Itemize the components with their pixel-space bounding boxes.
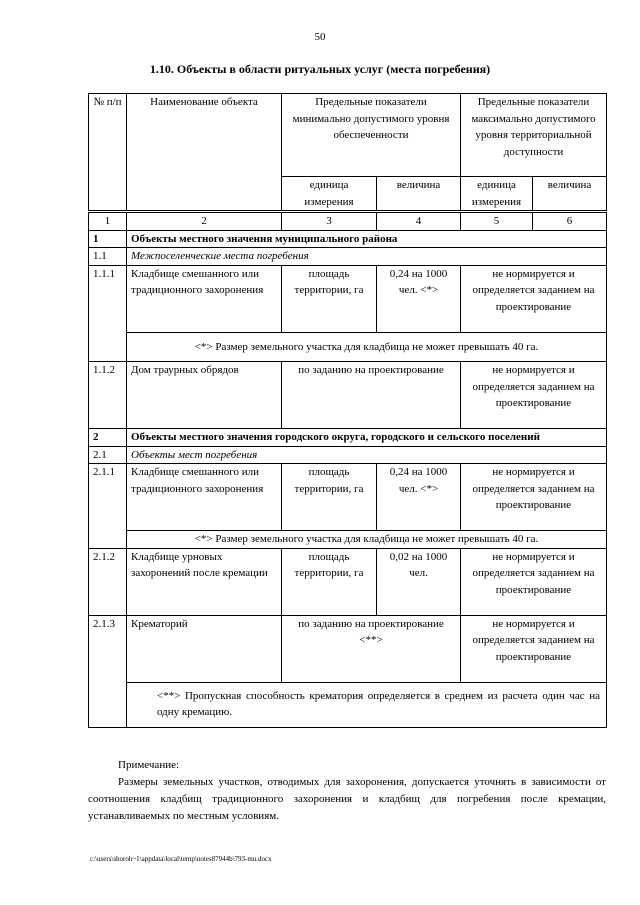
row-value: 0,24 на 1000 чел. <*> xyxy=(377,265,461,332)
row-unit: площадь территории, га xyxy=(282,464,377,531)
subsection-num: 2.1 xyxy=(89,446,127,464)
row-merged: по заданию на проектирование <**> xyxy=(282,615,461,682)
col-num-5: 5 xyxy=(461,212,533,231)
subsection-text: Межпоселенческие места погребения xyxy=(127,248,607,266)
note-heading: Примечание: xyxy=(118,759,180,771)
table-row xyxy=(89,548,607,615)
col-num-1: 1 xyxy=(89,212,127,231)
row-max: не нормируется и определяется заданием на проектирование xyxy=(461,362,607,429)
col-num-4: 4 xyxy=(377,212,461,231)
row-num: 1.1.2 xyxy=(89,362,127,429)
row-num: 2.1.1 xyxy=(89,464,127,549)
row-max: не нормируется и определяется заданием на проектирование xyxy=(461,548,607,615)
row-name: Крематорий xyxy=(127,615,282,682)
row-max: не нормируется и определяется заданием на проектирование xyxy=(461,464,607,531)
row-unit: площадь территории, га xyxy=(282,265,377,332)
table-row xyxy=(89,362,607,429)
row-merged: по заданию на проектирование xyxy=(282,362,461,429)
header-value-min: величина xyxy=(377,177,461,212)
page-number: 50 xyxy=(314,31,326,43)
col-num-2: 2 xyxy=(127,212,282,231)
section-row xyxy=(89,230,607,248)
footnote-row xyxy=(89,531,607,549)
header-max: Предельные показатели максимально допустимого уровня территориальной доступности xyxy=(461,94,607,177)
header-min: Предельные показатели минимально допустимого уровня обеспеченности xyxy=(282,94,461,177)
section-num: 2 xyxy=(89,429,127,447)
section-text: Объекты местного значения городского округа, городского и сельского поселений xyxy=(127,429,607,447)
standards-table xyxy=(88,93,607,728)
subsection-num: 1.1 xyxy=(89,248,127,266)
row-name: Кладбище смешанного или традиционного захоронения xyxy=(127,464,282,531)
footnote: <*> Размер земельного участка для кладбища не может превышать 40 га. xyxy=(127,332,607,362)
table-row xyxy=(89,265,607,332)
row-unit: площадь территории, га xyxy=(282,548,377,615)
col-num-6: 6 xyxy=(533,212,607,231)
header-num: № п/п xyxy=(89,94,127,212)
header-name: Наименование объекта xyxy=(127,94,282,212)
table-row xyxy=(89,615,607,682)
row-value: 0,24 на 1000 чел. <*> xyxy=(377,464,461,531)
subsection-text: Объекты мест погребения xyxy=(127,446,607,464)
footnote-row xyxy=(89,332,607,362)
section-row xyxy=(89,429,607,447)
row-max: не нормируется и определяется заданием на проектирование xyxy=(461,265,607,332)
footnote: <*> Размер земельного участка для кладбища не может превышать 40 га. xyxy=(127,531,607,549)
row-num: 2.1.3 xyxy=(89,615,127,727)
footnote-row xyxy=(89,682,607,727)
subsection-row xyxy=(89,446,607,464)
section-text: Объекты местного значения муниципального района xyxy=(127,230,607,248)
footnote: <**> Пропускная способность крематория определяется в среднем из расчета один час на одну кремацию. xyxy=(127,682,607,727)
row-num: 1.1.1 xyxy=(89,265,127,362)
row-max: не нормируется и определяется заданием на проектирование xyxy=(461,615,607,682)
column-number-row xyxy=(89,212,607,231)
header-value-max: величина xyxy=(533,177,607,212)
note-text: Размеры земельных участков, отводимых для захоронения, допускается уточнять в зависимости от соотношения кладбищ традиционного захоронения и кладбищ для погребения после кремации, устанавливаемых по местным условиям. xyxy=(88,776,606,822)
section-num: 1 xyxy=(89,230,127,248)
row-name: Кладбище смешанного или традиционного захоронения xyxy=(127,265,282,332)
header-unit-min: единица измерения xyxy=(282,177,377,212)
col-num-3: 3 xyxy=(282,212,377,231)
header-row xyxy=(89,94,607,177)
row-name: Дом траурных обрядов xyxy=(127,362,282,429)
header-unit-max: единица измерения xyxy=(461,177,533,212)
file-path-footer: c:\users\shoroh~1\appdata\local\temp\notes87944b\793-mu.docx xyxy=(90,855,272,863)
note-block xyxy=(88,757,606,825)
row-num: 2.1.2 xyxy=(89,548,127,615)
table-row xyxy=(89,464,607,531)
row-value: 0,02 на 1000 чел. xyxy=(377,548,461,615)
section-title: 1.10. Объекты в области ритуальных услуг (места погребения) xyxy=(149,62,491,76)
subsection-row xyxy=(89,248,607,266)
row-name: Кладбище урновых захоронений после кремации xyxy=(127,548,282,615)
